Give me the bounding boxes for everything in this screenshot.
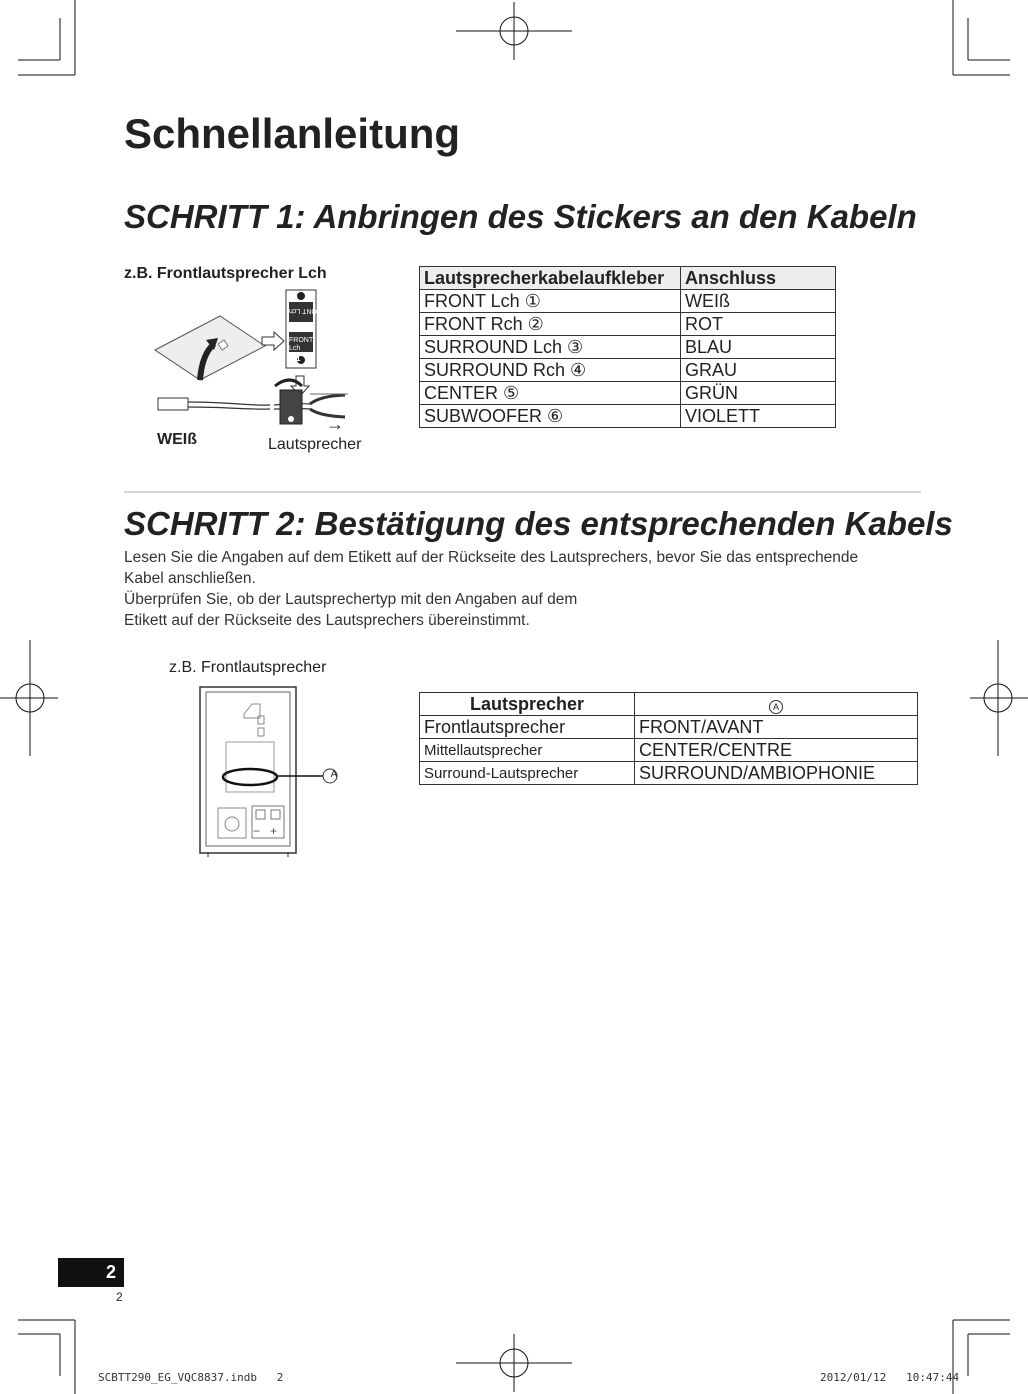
table-cell: FRONT/AVANT — [635, 716, 918, 739]
callout-a-symbol: A — [769, 700, 783, 714]
sticker-top-text: FRONT Lch — [289, 307, 327, 314]
paragraph-line: Kabel anschließen. — [124, 570, 256, 587]
paragraph-line: Überprüfen Sie, ob der Lautsprechertyp mit den Angaben auf dem — [124, 591, 578, 608]
table-cell: SUBWOOFER ⑥ — [420, 405, 681, 428]
speaker-arrow: → — [326, 414, 344, 434]
step1-heading: SCHRITT 1: Anbringen des Stickers an den Kabeln — [124, 198, 917, 235]
section-divider — [124, 491, 921, 493]
table-cell: CENTER ⑤ — [420, 382, 681, 405]
table-cell: GRAU — [681, 359, 836, 382]
speaker-label-table — [419, 692, 918, 785]
table-row — [420, 405, 836, 428]
table-row — [420, 762, 918, 785]
footer-timestamp: 2012/01/12 10:47:44 — [820, 1371, 960, 1384]
paragraph-line: Etikett auf der Rückseite des Lautsprechers übereinstimmt. — [124, 612, 530, 629]
footer-file: SCBTT290_EG_VQC8837.indb 2 — [98, 1371, 284, 1384]
table-header — [635, 693, 918, 716]
step2-example-label: z.B. Frontlautsprecher — [169, 659, 327, 676]
table-cell: SURROUND/AMBIOPHONIE — [635, 762, 918, 785]
speaker-label: Lautsprecher — [268, 436, 362, 453]
table-cell: CENTER/CENTRE — [635, 739, 918, 762]
step1-example-label: z.B. Frontlautsprecher Lch — [124, 265, 327, 282]
table-cell: Surround-Lautsprecher — [420, 762, 635, 785]
table-cell: FRONT Rch ② — [420, 313, 681, 336]
table-cell: BLAU — [681, 336, 836, 359]
sticker-table — [419, 266, 836, 428]
table-row — [420, 359, 836, 382]
terminal-plus: + — [270, 824, 278, 838]
table-row — [420, 739, 918, 762]
table-cell: VIOLETT — [681, 405, 836, 428]
table-cell: Mittellautsprecher — [420, 739, 635, 762]
table-cell: FRONT Lch ① — [420, 290, 681, 313]
table-row — [420, 290, 836, 313]
page-number-small: 2 — [116, 1290, 123, 1304]
page-number: 2 — [58, 1258, 124, 1287]
table-header: Lautsprecherkabelaufkleber — [420, 267, 681, 290]
sticker-bottom-text: FRONT Lch — [289, 337, 314, 352]
page-title: Schnellanleitung — [124, 110, 461, 157]
cable-color-label: WEIß — [157, 431, 197, 448]
step2-paragraph — [124, 547, 858, 631]
paragraph-line: Lesen Sie die Angaben auf dem Etikett auf der Rückseite des Lautsprechers, bevor Sie das entsprechende — [124, 549, 859, 566]
table-cell: GRÜN — [681, 382, 836, 405]
table-header: Lautsprecher — [420, 693, 635, 716]
table-row — [420, 313, 836, 336]
table-row — [420, 382, 836, 405]
callout-a: A — [330, 769, 338, 780]
table-cell: SURROUND Rch ④ — [420, 359, 681, 382]
table-cell: WEIß — [681, 290, 836, 313]
terminal-minus: − — [253, 824, 261, 838]
table-row — [420, 716, 918, 739]
step2-heading: SCHRITT 2: Bestätigung des entsprechenden Kabels — [124, 505, 953, 542]
table-header: Anschluss — [681, 267, 836, 290]
table-cell: SURROUND Lch ③ — [420, 336, 681, 359]
table-row — [420, 336, 836, 359]
table-cell: ROT — [681, 313, 836, 336]
sticker-number: 1 — [296, 354, 301, 363]
table-cell: Frontlautsprecher — [420, 716, 635, 739]
